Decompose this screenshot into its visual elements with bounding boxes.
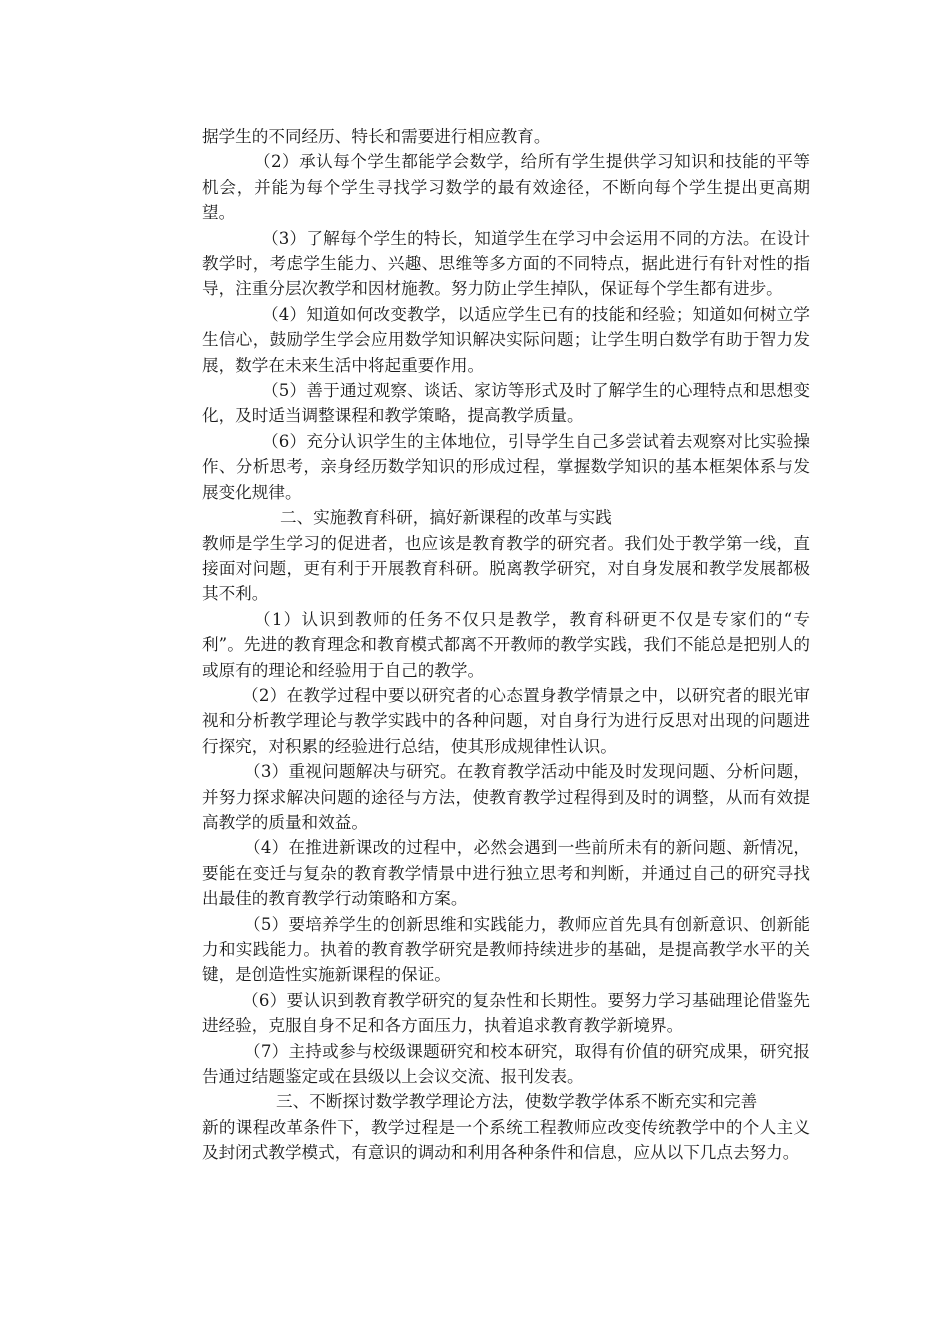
body-text (202, 124, 810, 1166)
paragraph: 据学生的不同经历、特长和需要进行相应教育。 (202, 127, 551, 146)
paragraph: 教师是学生学习的促进者，也应该是教育教学的研究者。我们处于教学第一线，直接面对问题，更有利于开展教育科研。脱离教学研究，对自身发展和教学发展都极其不利。 (202, 533, 810, 604)
paragraph: （4）在推进新课改的过程中，必然会遇到一些前所未有的新问题、新情况，要能在变迁与复杂的教育教学情景中进行独立思考和判断，并通过自己的研究寻找出最佳的教育教学行动策略和方案。 (202, 838, 810, 909)
paragraph: （6）充分认识学生的主体地位，引导学生自己多尝试着去观察对比实验操作、分析思考，亲身经历数学知识的形成过程，掌握数学知识的基本框架体系与发展变化规律。 (202, 431, 810, 502)
paragraph: （5）要培养学生的创新思维和实践能力，教师应首先具有创新意识、创新能力和实践能力。执着的教育教学研究是教师持续进步的基础，是提高教学水平的关键，是创造性实施新课程的保证。 (202, 914, 810, 985)
paragraph: （4）知道如何改变教学，以适应学生已有的技能和经验；知道如何树立学生信心，鼓励学生学会应用数学知识解决实际问题；让学生明白数学有助于智力发展，数学在未来生活中将起重要作用。 (202, 304, 810, 375)
paragraph: 新的课程改革条件下，教学过程是一个系统工程教师应改变传统教学中的个人主义及封闭式教学模式，有意识的调动和利用各种条件和信息，应从以下几点去努力。 (202, 1117, 810, 1163)
paragraph: （2）承认每个学生都能学会数学，给所有学生提供学习知识和技能的平等机会，并能为每个学生寻找学习数学的最有效途径，不断向每个学生提出更高期望。 (202, 152, 810, 223)
paragraph: （5）善于通过观察、谈话、家访等形式及时了解学生的心理特点和思想变化，及时适当调整课程和教学策略，提高教学质量。 (202, 381, 810, 426)
paragraph: （3）了解每个学生的特长，知道学生在学习中会运用不同的方法。在设计教学时，考虑学生能力、兴趣、思维等多方面的不同特点，据此进行有针对性的指导，注重分层次教学和因材施教。努力防止学生掉队，保证每个学生都有进步。 (202, 228, 810, 299)
paragraph: （1）认识到教师的任务不仅只是教学，教育科研更不仅是专家们的“专利”。先进的教育理念和教育模式都离不开教师的教学实践，我们不能总是把别人的或原有的理论和经验用于自己的教学。 (202, 609, 810, 680)
section-heading: 三、不断探讨数学教学理论方法，使数学教学体系不断充实和完善 (276, 1092, 758, 1112)
section-heading: 二、实施教育科研，搞好新课程的改革与实践 (280, 508, 612, 528)
paragraph: （6）要认识到教育教学研究的复杂性和长期性。要努力学习基础理论借鉴先进经验，克服自身不足和各方面压力，执着追求教育教学新境界。 (202, 990, 810, 1036)
paragraph: （7）主持或参与校级课题研究和校本研究，取得有价值的研究成果，研究报告通过结题鉴定或在县级以上会议交流、报刊发表。 (202, 1041, 810, 1087)
paragraph: （2）在教学过程中要以研究者的心态置身教学情景之中，以研究者的眼光审视和分析教学理论与教学实践中的各种问题，对自身行为进行反思对出现的问题进行探究，对积累的经验进行总结，使其形成规律性认识。 (202, 685, 810, 756)
paragraph: （3）重视问题解决与研究。在教育教学活动中能及时发现问题、分析问题，并努力探求解决问题的途径与方法，使教育教学过程得到及时的调整，从而有效提高教学的质量和效益。 (202, 762, 810, 832)
